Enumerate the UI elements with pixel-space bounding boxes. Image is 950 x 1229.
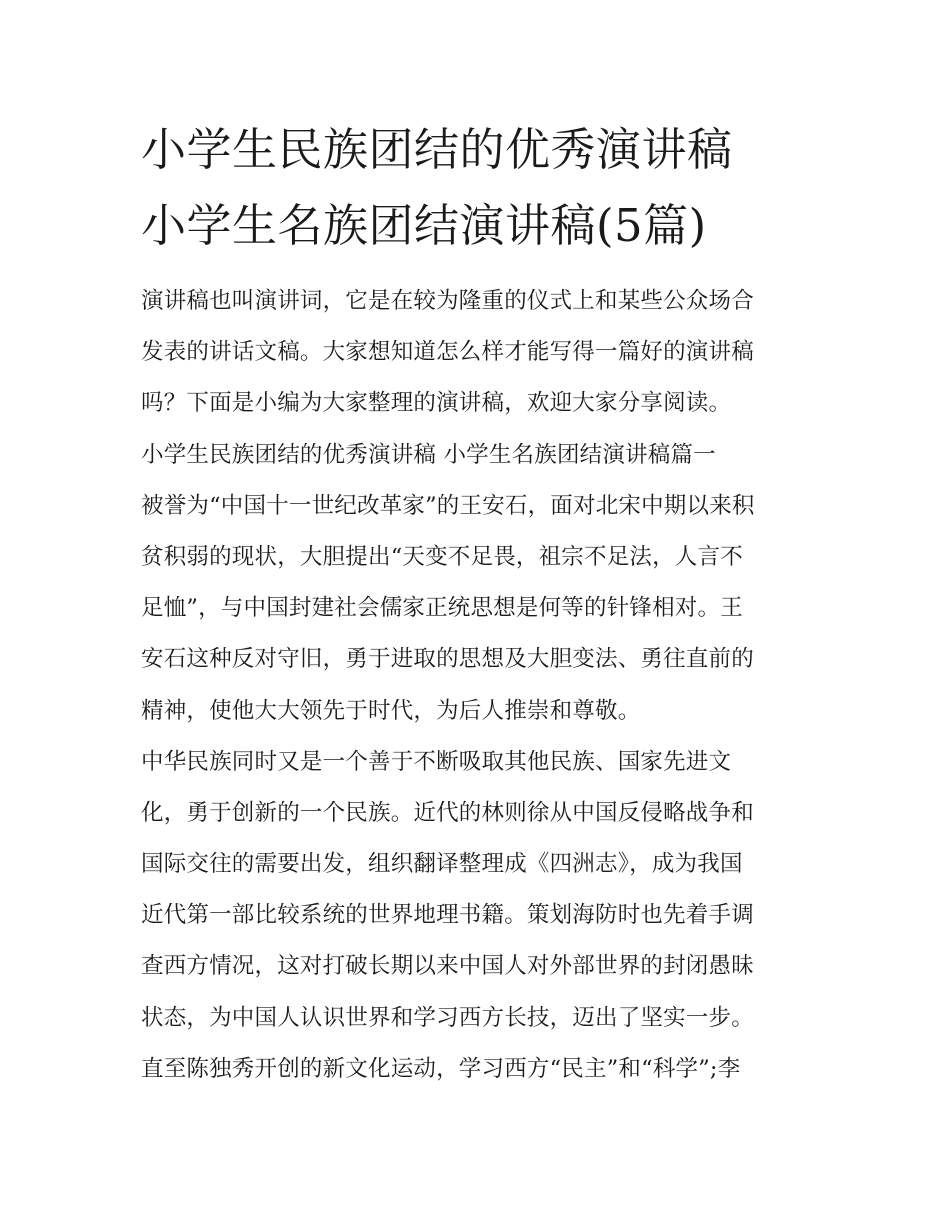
body-line: 直至陈独秀开创的新文化运动，学习西方“民主”和“科学”;李 bbox=[141, 1055, 741, 1082]
title-line-1: 小学生民族团结的优秀演讲稿 bbox=[141, 123, 733, 176]
body-line: 化，勇于创新的一个民族。近代的林则徐从中国反侵略战争和 bbox=[141, 799, 754, 826]
title-line-2: 小学生名族团结演讲稿(5篇) bbox=[141, 199, 707, 252]
document-title bbox=[141, 112, 821, 264]
body-line: 安石这种反对守旧，勇于进取的思想及大胆变法、勇往直前的 bbox=[141, 646, 754, 673]
body-line: 贫积弱的现状，大胆提出“天变不足畏，祖宗不足法，人言不 bbox=[141, 543, 743, 570]
body-line: 吗？下面是小编为大家整理的演讲稿，欢迎大家分享阅读。 bbox=[141, 390, 732, 417]
body-line: 状态，为中国人认识世界和学习西方长技，迈出了坚实一步。 bbox=[141, 1004, 754, 1031]
body-line: 演讲稿也叫演讲词，它是在较为隆重的仪式上和某些公众场合 bbox=[141, 288, 754, 314]
section-heading-line: 小学生民族团结的优秀演讲稿 小学生名族团结演讲稿篇一 bbox=[141, 441, 716, 468]
body-line: 发表的讲话文稿。大家想知道怎么样才能写得一篇好的演讲稿 bbox=[141, 339, 754, 366]
body-line: 近代第一部比较系统的世界地理书籍。策划海防时也先着手调 bbox=[141, 902, 754, 929]
body-line: 足恤”，与中国封建社会儒家正统思想是何等的针锋相对。王 bbox=[141, 595, 743, 622]
body-line: 查西方情况，这对打破长期以来中国人对外部世界的封闭愚昧 bbox=[141, 953, 754, 980]
body-line: 精神，使他大大领先于时代，为后人推崇和尊敬。 bbox=[141, 697, 641, 724]
body-line: 国际交往的需要出发，组织翻译整理成《四洲志》，成为我国 bbox=[141, 851, 743, 878]
document-body bbox=[141, 276, 821, 1095]
body-line: 被誉为“中国十一世纪改革家”的王安石，面对北宋中期以来积 bbox=[141, 492, 755, 519]
body-line: 中华民族同时又是一个善于不断吸取其他民族、国家先进文 bbox=[141, 748, 732, 775]
